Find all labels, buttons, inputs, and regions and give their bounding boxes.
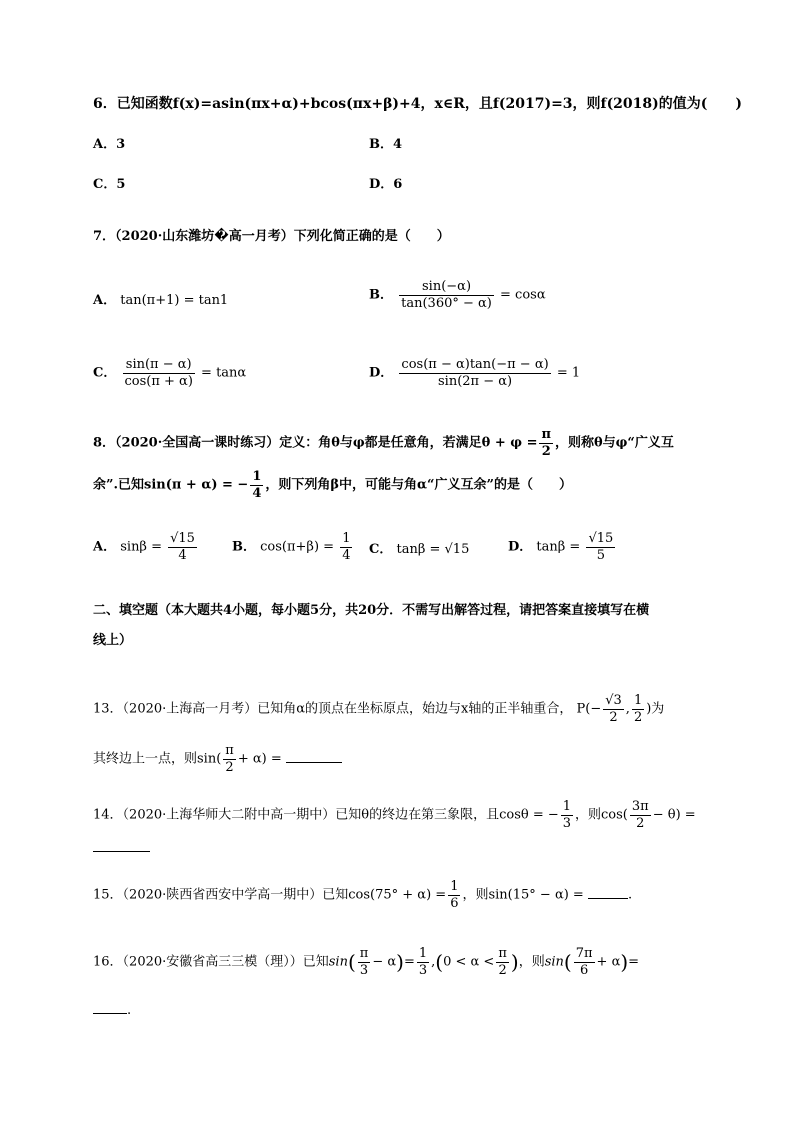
q16-line1 (93, 947, 639, 977)
fraction-denominator: 2 (225, 759, 234, 775)
fraction-denominator: tan(360° − α) (401, 295, 492, 311)
q8-option-d (508, 532, 617, 562)
math-expression: = (403, 954, 415, 970)
fraction (586, 532, 615, 562)
fraction-denominator: sin(2π − α) (438, 373, 513, 389)
q7-option-b (369, 280, 546, 310)
q13-line2 (93, 744, 342, 774)
fraction (496, 947, 509, 977)
math-expression: , (625, 701, 630, 717)
q6-option-d: D．6 (369, 177, 403, 192)
q8-text: ，则称θ与φ“广义互 (555, 435, 674, 451)
q16-text: . (127, 1003, 132, 1018)
fraction (448, 880, 460, 910)
option-label: B． (232, 539, 256, 555)
q16-text: ，则 (518, 954, 545, 970)
fraction-numerator: 1 (450, 879, 459, 894)
fraction (630, 800, 651, 830)
q15-text: . (627, 887, 633, 903)
option-label: B． (369, 287, 393, 303)
fraction (250, 470, 263, 500)
fraction-denominator: 3 (418, 962, 428, 978)
fraction-denominator: cos(π + α) (124, 373, 193, 389)
answer-blank (93, 1013, 127, 1014)
fraction-denominator: 6 (579, 962, 589, 978)
math-expression: = 1 (556, 365, 581, 381)
math-expression: − α (372, 954, 397, 970)
fraction-numerator: √3 (605, 693, 622, 708)
fraction (223, 744, 236, 774)
paren: ) (510, 950, 519, 975)
math-expression: − θ) = (652, 807, 696, 823)
fraction-denominator: 2 (541, 443, 551, 459)
fraction (399, 280, 494, 310)
option-label: A． (93, 293, 117, 308)
math-expression: = cosα (500, 287, 546, 303)
fraction (417, 947, 429, 977)
q14-line1 (93, 800, 696, 830)
fraction-numerator: √15 (170, 531, 195, 546)
q6-option-c: C．5 (93, 177, 126, 192)
math-expression: = (628, 954, 640, 970)
q15-text: ，则sin(15° − α) = (462, 887, 584, 903)
paren: ) (620, 950, 629, 975)
math-expression: sinβ = (120, 539, 162, 555)
q8-text: 余”.已知sin(π + α) = − (93, 477, 249, 493)
fraction-denominator: 3 (359, 962, 369, 978)
q13-text: 其终边上一点，则sin( (93, 751, 222, 767)
answer-blank (93, 851, 150, 852)
math-expression: cos(π+β) = (260, 539, 335, 555)
answer-blank (588, 898, 628, 899)
option-label: D． (508, 539, 533, 555)
fraction-denominator: 3 (562, 815, 572, 831)
fraction-denominator: 4 (252, 485, 262, 501)
q8-option-a (93, 532, 199, 562)
fraction (539, 428, 553, 458)
fraction (632, 694, 644, 724)
fraction-numerator: 1 (633, 693, 643, 708)
q16-text: 16．（2020·安徽省高三三模（理））已知 (93, 954, 329, 970)
fraction (358, 947, 371, 977)
math-expression: tanβ = √15 (396, 542, 470, 557)
math-expression: , (431, 954, 436, 970)
q6-option-b: B．4 (369, 137, 403, 152)
fraction-numerator: π (498, 946, 507, 961)
fraction-numerator: 1 (418, 946, 428, 961)
fraction (168, 532, 197, 562)
q6-stem: 6．已知函数f(x)=asin(πx+α)+bcos(πx+β)+4，x∈R，且f(2017)=3，则f(2018)的值为( ) (93, 96, 743, 112)
fraction-denominator: 5 (596, 547, 605, 563)
option-label: C． (93, 365, 117, 381)
q14-text: 14．（2020·上海华师大二附中高一期中）已知θ的终边在第三象限，且cosθ = − (93, 807, 559, 823)
q8-option-b (232, 532, 354, 562)
fraction-numerator: 7π (575, 946, 593, 961)
fraction-numerator: √15 (588, 531, 614, 546)
fraction-numerator: cos(π − α)tan(−π − α) (401, 357, 549, 372)
paren: ( (435, 950, 444, 975)
math-expression: P(− (576, 701, 602, 717)
q8-option-c (369, 543, 469, 556)
fraction-numerator: π (541, 427, 551, 442)
math-expression: 0 < α < (443, 954, 495, 970)
section-heading: 二、填空题（本大题共4小题，每小题5分，共20分．不需写出解答过程，请把答案直接填写在横 (93, 603, 650, 618)
fraction (123, 358, 195, 388)
fraction-denominator: 2 (633, 709, 643, 725)
fraction-numerator: sin(π − α) (123, 358, 195, 374)
fraction (574, 947, 595, 977)
q15-text: 15．（2020·陕西省西安中学高一期中）已知cos(75° + α) = (93, 887, 447, 903)
q8-text: 8．（2020·全国高一课时练习）定义：角θ与φ都是任意角，若满足θ + φ = (93, 435, 538, 451)
q7-option-d (369, 358, 580, 388)
math-expression: + α) = (237, 751, 282, 767)
option-label: C． (369, 542, 393, 557)
fraction-denominator: 2 (498, 962, 507, 978)
math-expression: + α (596, 954, 621, 970)
q13-line1 (93, 694, 664, 724)
fraction-denominator: 2 (636, 815, 645, 831)
q8-text: ，则下列角β中，可能与角α“广义互余”的是（ ） (265, 477, 572, 493)
fraction-numerator: 1 (342, 531, 351, 546)
fraction (340, 532, 352, 562)
fraction-numerator: 1 (562, 799, 572, 814)
answer-blank (286, 762, 342, 763)
fraction-numerator: π (225, 743, 234, 758)
q16-line2 (93, 1004, 131, 1017)
fraction-numerator: sin(−α) (399, 280, 494, 296)
q15-line1 (93, 880, 632, 910)
paren: ) (396, 950, 404, 975)
q8-stem-line2 (93, 470, 572, 500)
q7-stem: 7．（2020·山东潍坊�高一月考）下列化简正确的是（ ） (93, 229, 450, 244)
q13-text: 13．（2020·上海高一月考）已知角α的顶点在坐标原点，始边与x轴的正半轴重合， (93, 701, 573, 717)
fraction-denominator: 4 (342, 547, 351, 563)
math-expression: tanβ = (536, 539, 581, 555)
fraction-numerator: 3π (631, 799, 649, 814)
fraction-denominator: 2 (609, 709, 618, 725)
q6-option-a: A．3 (93, 137, 126, 152)
option-label: D． (369, 365, 394, 381)
math-expression: = tanα (201, 365, 247, 381)
fraction-numerator: π (359, 946, 369, 961)
q8-stem-line1 (93, 428, 674, 458)
fraction (561, 800, 573, 830)
fraction-denominator: 4 (178, 547, 187, 563)
fraction-numerator: 1 (252, 469, 262, 484)
q7-option-c (93, 358, 246, 388)
fraction (399, 358, 550, 388)
math-expression: sin (544, 954, 564, 970)
fraction (603, 694, 624, 724)
q14-text: ，则cos( (575, 807, 628, 823)
math-expression: tan(π+1) = tan1 (120, 293, 229, 308)
q13-text: )为 (646, 701, 665, 717)
math-expression: sin (328, 954, 348, 970)
paren: ( (563, 950, 572, 975)
q7-option-a (93, 294, 228, 307)
fraction-denominator: 6 (450, 895, 459, 911)
option-label: A． (93, 539, 117, 555)
section-heading-cont: 线上） (93, 633, 133, 648)
paren: ( (347, 950, 356, 975)
